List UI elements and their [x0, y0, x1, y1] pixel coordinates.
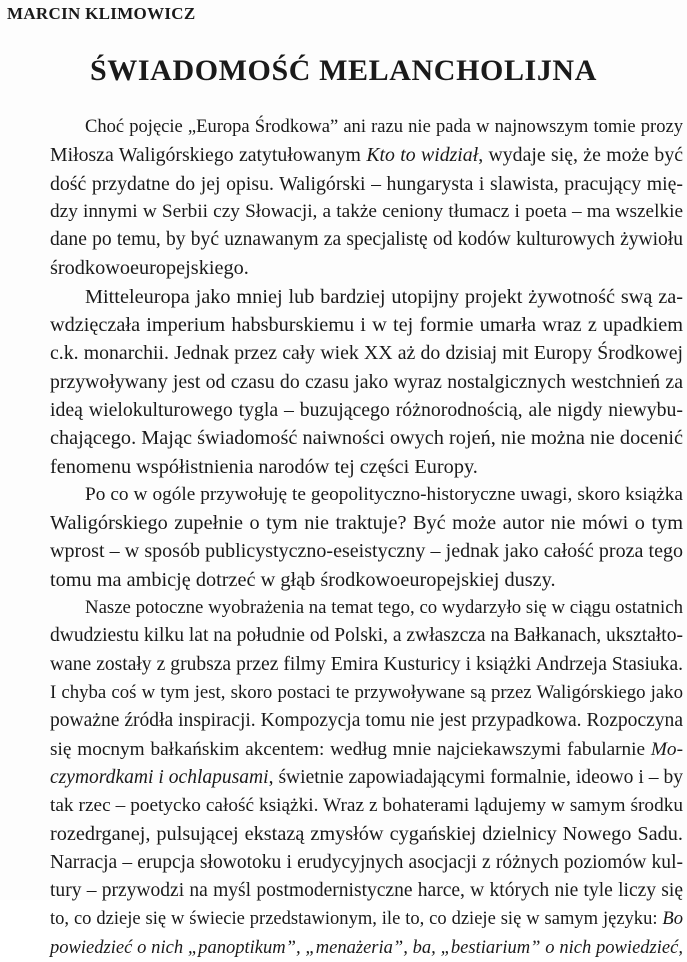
- text-line: [15, 170, 683, 198]
- text-line: [15, 792, 683, 820]
- text-line: [15, 877, 683, 905]
- paragraph-4: [15, 594, 683, 962]
- paragraph-1: [15, 113, 683, 283]
- line-text: wprost – w sposób publicystyczno-eseistyczny – jednak jako całość proza tego: [50, 540, 683, 563]
- line-text: dane po temu, by być uznawanym za specjalistę od kodów kulturowych żywiołu: [50, 229, 683, 251]
- text-line: [15, 736, 683, 764]
- text-line: [15, 198, 683, 226]
- text-line: [15, 254, 683, 282]
- line-text: dzy innymi w Serbii czy Słowacji, a także ceniony tłumacz i poeta – ma wszelkie: [50, 200, 683, 222]
- text-line: [15, 424, 683, 452]
- text-line: [15, 707, 683, 735]
- text-line: [15, 537, 683, 565]
- line-text: dwudziestu kilku lat na południe od Polski, a zwłaszcza na Bałkanach, ukształto-: [50, 625, 683, 647]
- text-line: [15, 509, 683, 537]
- line-text: się mocnym bałkańskim akcentem: według mnie najciekawszymi fabularnie: [50, 738, 651, 760]
- text-line: [15, 368, 683, 396]
- line-text: , wydaje się, że może być: [478, 144, 683, 167]
- text-line: [15, 820, 683, 848]
- text-line: [15, 396, 683, 424]
- line-text: tak rzec – poetycko całość książki. Wraz z bohaterami lądujemy w samym środku: [50, 795, 683, 817]
- paragraph-3: [15, 481, 683, 594]
- line-text: środkowoeuropejskiego.: [50, 257, 249, 280]
- line-text: Waligórskiego zupełnie o tym nie traktuje? Być może autor nie mówi o tym: [50, 512, 683, 535]
- text-line: [15, 905, 683, 933]
- chapter-title: ŚWIADOMOŚĆ MELANCHOLIJNA: [90, 54, 597, 87]
- line-text: Nasze potoczne wyobrażenia na temat tego, co wydarzyło się w ciągu ostatnich: [85, 597, 683, 619]
- line-text: wane zostały z grubsza przez filmy Emira Kusturicy i książki Andrzeja Stasiuka.: [50, 653, 683, 675]
- text-line: [15, 283, 683, 311]
- line-text: Choć pojęcie „Europa Środkowa” ani razu nie pada w najnowszym tomie prozy: [85, 116, 683, 137]
- line-text: I chyba coś w tym jest, skoro postaci te przywoływane są przez Waligórskiego jako: [50, 681, 683, 703]
- italic-title: Mo-: [650, 738, 683, 760]
- author-header: MARCIN KLIMOWICZ: [7, 4, 196, 23]
- paragraph-2: [15, 283, 683, 481]
- line-text: to, co dzieje się w świecie przedstawionym, ile to, co dzieje się w samym języku:: [50, 908, 663, 930]
- text-line: [15, 311, 683, 339]
- text-line: [15, 113, 683, 141]
- line-text: Narracja – erupcja słowotoku i erudycyjnych asocjacji z różnych poziomów kul-: [50, 851, 683, 873]
- body-text: [15, 113, 683, 962]
- text-line: [15, 566, 683, 594]
- line-text: poważne źródła inspiracji. Kompozycja tomu nie jest przypadkowa. Rozpoczyna: [50, 710, 683, 732]
- line-text: rozedrganej, pulsującej ekstazą zmysłów cygańskiej dzielnicy Nowego Sadu.: [50, 823, 683, 846]
- text-line: [15, 622, 683, 650]
- line-text: chającego. Mając świadomość naiwności owych rojeń, nie można nie docenić: [50, 427, 683, 450]
- line-text: Po co w ogóle przywołuję te geopolityczno-historyczne uwagi, skoro książka: [85, 483, 683, 505]
- line-text: Miłosza Waligórskiego zatytułowanym: [50, 144, 367, 167]
- text-line: [15, 594, 683, 622]
- line-text: tury – przywodzi na myśl postmodernistyczne harce, w których nie tyle liczy się: [50, 880, 683, 902]
- line-text: wdzięczała imperium habsburskiemu i w tej formie umarła wraz z upadkiem: [50, 314, 683, 337]
- text-line: [15, 226, 683, 254]
- line-text: przywoływany jest od czasu do czasu jako wyraz nostalgicznych westchnień za: [50, 370, 683, 393]
- italic-text: powiedzieć o nich „panoptikum”, „menażeria”, ba, „bestiarium” o nich powiedzieć,: [50, 936, 683, 958]
- italic-title: Kto to widział: [366, 144, 479, 167]
- text-line: [15, 339, 683, 367]
- italic-title: czymordkami i ochlapusami: [50, 766, 269, 788]
- text-line: [15, 849, 683, 877]
- line-text: tomu ma ambicję dotrzeć w głąb środkowoeuropejskiej duszy.: [50, 568, 556, 591]
- text-line: [15, 481, 683, 509]
- text-line: [15, 934, 683, 962]
- text-line: [15, 679, 683, 707]
- text-line: [15, 764, 683, 792]
- line-text: Mitteleuropa jako mniej lub bardziej utopijny projekt żywotność swą za-: [85, 285, 683, 308]
- italic-text: Bo: [662, 908, 683, 930]
- line-text: ideą wielokulturowego tygla – buzującego różnorodnością, ale nigdy niewybu-: [50, 398, 683, 421]
- line-text: fenomenu współistnienia narodów tej części Europy.: [50, 455, 478, 478]
- line-text: c.k. monarchii. Jednak przez cały wiek XX aż do dzisiaj mit Europy Środkowej: [50, 342, 683, 365]
- line-text: , świetnie zapowiadającymi formalnie, ideowo i – by: [268, 766, 683, 788]
- line-text: dość przydatne do jej opisu. Waligórski – hungarysta i slawista, pracujący mię-: [50, 172, 683, 195]
- text-line: [15, 453, 683, 481]
- text-line: [15, 141, 683, 169]
- text-line: [15, 651, 683, 679]
